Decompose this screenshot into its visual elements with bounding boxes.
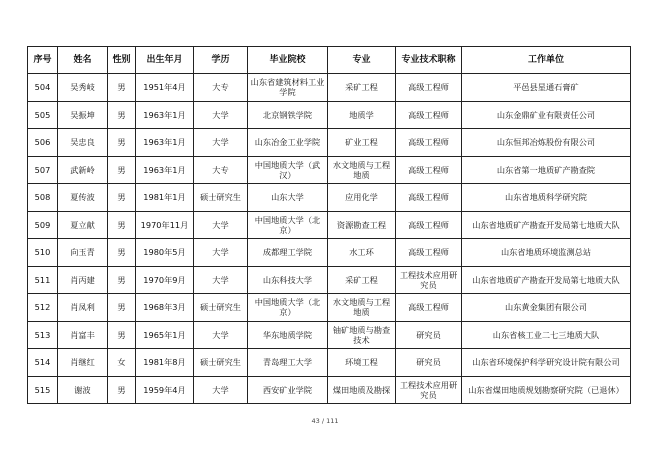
- table-row: [28, 321, 631, 349]
- table-cell: 工程技术应用研究员: [396, 376, 462, 404]
- table-cell: 男: [108, 156, 136, 184]
- header-cell: 工作单位: [462, 47, 631, 74]
- table-cell: 1963年1月: [136, 129, 194, 157]
- table-cell: 高级工程师: [396, 211, 462, 239]
- table-cell: 大专: [194, 74, 248, 102]
- table-cell: 山东省地质矿产勘查开发局第七地质大队: [462, 211, 631, 239]
- table-cell: 1970年9月: [136, 266, 194, 294]
- table-row: [28, 184, 631, 212]
- table-cell: 1963年1月: [136, 101, 194, 129]
- table-row: [28, 266, 631, 294]
- header-cell: 学历: [194, 47, 248, 74]
- table-cell: 矿业工程: [328, 129, 396, 157]
- header-cell: 序号: [28, 47, 58, 74]
- table-cell: 山东大学: [248, 184, 328, 212]
- table-cell: 515: [28, 376, 58, 404]
- table-cell: 高级工程师: [396, 74, 462, 102]
- table-cell: 吴秀岐: [58, 74, 108, 102]
- table-cell: 青岛理工大学: [248, 349, 328, 377]
- table-cell: 507: [28, 156, 58, 184]
- table-cell: 大学: [194, 239, 248, 267]
- table-cell: 512: [28, 294, 58, 322]
- table-cell: 平邑县星通石膏矿: [462, 74, 631, 102]
- table-row: [28, 74, 631, 102]
- table-cell: 水文地质与工程地质: [328, 294, 396, 322]
- table-cell: 高级工程师: [396, 239, 462, 267]
- table-cell: 508: [28, 184, 58, 212]
- table-cell: 山东省煤田地质规划勘察研究院（已退休）: [462, 376, 631, 404]
- table-cell: 中国地质大学（武汉）: [248, 156, 328, 184]
- table-cell: 水文地质与工程地质: [328, 156, 396, 184]
- table-row: [28, 211, 631, 239]
- table-cell: 研究员: [396, 349, 462, 377]
- table-cell: 环境工程: [328, 349, 396, 377]
- table-row: [28, 129, 631, 157]
- table-cell: 山东黄金集团有限公司: [462, 294, 631, 322]
- table-cell: 工程技术应用研究员: [396, 266, 462, 294]
- table-cell: 大学: [194, 321, 248, 349]
- table-cell: 1963年1月: [136, 156, 194, 184]
- table-cell: 1968年3月: [136, 294, 194, 322]
- table-cell: 504: [28, 74, 58, 102]
- table-cell: 男: [108, 74, 136, 102]
- table-cell: 男: [108, 184, 136, 212]
- table-cell: 硕士研究生: [194, 349, 248, 377]
- table-row: [28, 294, 631, 322]
- table-cell: 山东科技大学: [248, 266, 328, 294]
- table-cell: 北京钢铁学院: [248, 101, 328, 129]
- table-row: [28, 101, 631, 129]
- table-cell: 资源勘查工程: [328, 211, 396, 239]
- table-cell: 煤田地质及勘探: [328, 376, 396, 404]
- header-cell: 性别: [108, 47, 136, 74]
- table-cell: 肖凤利: [58, 294, 108, 322]
- table-header-row: [28, 47, 631, 74]
- table-cell: 大学: [194, 211, 248, 239]
- table-cell: 男: [108, 129, 136, 157]
- table-cell: 男: [108, 211, 136, 239]
- table-cell: 509: [28, 211, 58, 239]
- table-cell: 山东省地质矿产勘查开发局第七地质大队: [462, 266, 631, 294]
- table-cell: 男: [108, 101, 136, 129]
- table-cell: 大专: [194, 156, 248, 184]
- table-cell: 1965年1月: [136, 321, 194, 349]
- table-cell: 男: [108, 321, 136, 349]
- table-cell: 大学: [194, 266, 248, 294]
- table-cell: 西安矿业学院: [248, 376, 328, 404]
- table-cell: 地质学: [328, 101, 396, 129]
- table-cell: 男: [108, 239, 136, 267]
- table-cell: 女: [108, 349, 136, 377]
- table-cell: 山东金鼎矿业有限责任公司: [462, 101, 631, 129]
- table-cell: 514: [28, 349, 58, 377]
- table-cell: 506: [28, 129, 58, 157]
- table-cell: 男: [108, 294, 136, 322]
- table-cell: 1980年5月: [136, 239, 194, 267]
- table-cell: 夏传波: [58, 184, 108, 212]
- table-cell: 1981年8月: [136, 349, 194, 377]
- table-cell: 研究员: [396, 321, 462, 349]
- table-cell: 男: [108, 266, 136, 294]
- page-number: 43 / 111: [311, 417, 339, 425]
- table-cell: 铀矿地质与勘查技术: [328, 321, 396, 349]
- header-cell: 姓名: [58, 47, 108, 74]
- table-cell: 1951年4月: [136, 74, 194, 102]
- table-cell: 大学: [194, 376, 248, 404]
- table-cell: 高级工程师: [396, 129, 462, 157]
- table-cell: 山东省地质科学研究院: [462, 184, 631, 212]
- table-cell: 高级工程师: [396, 101, 462, 129]
- table-cell: 山东省建筑材料工业学院: [248, 74, 328, 102]
- table-cell: 高级工程师: [396, 184, 462, 212]
- table-cell: 武新岭: [58, 156, 108, 184]
- table-cell: 中国地质大学（北京）: [248, 211, 328, 239]
- table-cell: 高级工程师: [396, 294, 462, 322]
- table-cell: 向玉青: [58, 239, 108, 267]
- table-cell: 山东省第一地质矿产勘查院: [462, 156, 631, 184]
- table-cell: 505: [28, 101, 58, 129]
- table-cell: 采矿工程: [328, 74, 396, 102]
- table-cell: 大学: [194, 101, 248, 129]
- table-cell: 吴忠良: [58, 129, 108, 157]
- table-row: [28, 239, 631, 267]
- table-cell: 山东冶金工业学院: [248, 129, 328, 157]
- header-cell: 出生年月: [136, 47, 194, 74]
- table-cell: 513: [28, 321, 58, 349]
- table-cell: 1981年1月: [136, 184, 194, 212]
- table-cell: 肖丙建: [58, 266, 108, 294]
- table-cell: 中国地质大学（北京）: [248, 294, 328, 322]
- table-cell: 511: [28, 266, 58, 294]
- table-cell: 谢波: [58, 376, 108, 404]
- table-cell: 男: [108, 376, 136, 404]
- table-cell: 山东恒邦冶炼股份有限公司: [462, 129, 631, 157]
- table-cell: 水工环: [328, 239, 396, 267]
- table-cell: 山东省地质环境监测总站: [462, 239, 631, 267]
- table-cell: 夏立献: [58, 211, 108, 239]
- table-cell: 成都理工学院: [248, 239, 328, 267]
- table-cell: 肖继红: [58, 349, 108, 377]
- table-cell: 硕士研究生: [194, 294, 248, 322]
- table-cell: 510: [28, 239, 58, 267]
- table-cell: 硕士研究生: [194, 184, 248, 212]
- table-cell: 1970年11月: [136, 211, 194, 239]
- table-cell: 应用化学: [328, 184, 396, 212]
- header-cell: 毕业院校: [248, 47, 328, 74]
- table-cell: 山东省核工业二七三地质大队: [462, 321, 631, 349]
- table-cell: 肖富丰: [58, 321, 108, 349]
- table-cell: 采矿工程: [328, 266, 396, 294]
- table-cell: 山东省环境保护科学研究设计院有限公司: [462, 349, 631, 377]
- header-cell: 专业: [328, 47, 396, 74]
- table-row: [28, 376, 631, 404]
- table-row: [28, 156, 631, 184]
- personnel-table: [27, 46, 631, 404]
- table-cell: 1959年4月: [136, 376, 194, 404]
- table-cell: 大学: [194, 129, 248, 157]
- table-cell: 华东地质学院: [248, 321, 328, 349]
- table-cell: 吴振坤: [58, 101, 108, 129]
- header-cell: 专业技术职称: [396, 47, 462, 74]
- table-row: [28, 349, 631, 377]
- table-cell: 高级工程师: [396, 156, 462, 184]
